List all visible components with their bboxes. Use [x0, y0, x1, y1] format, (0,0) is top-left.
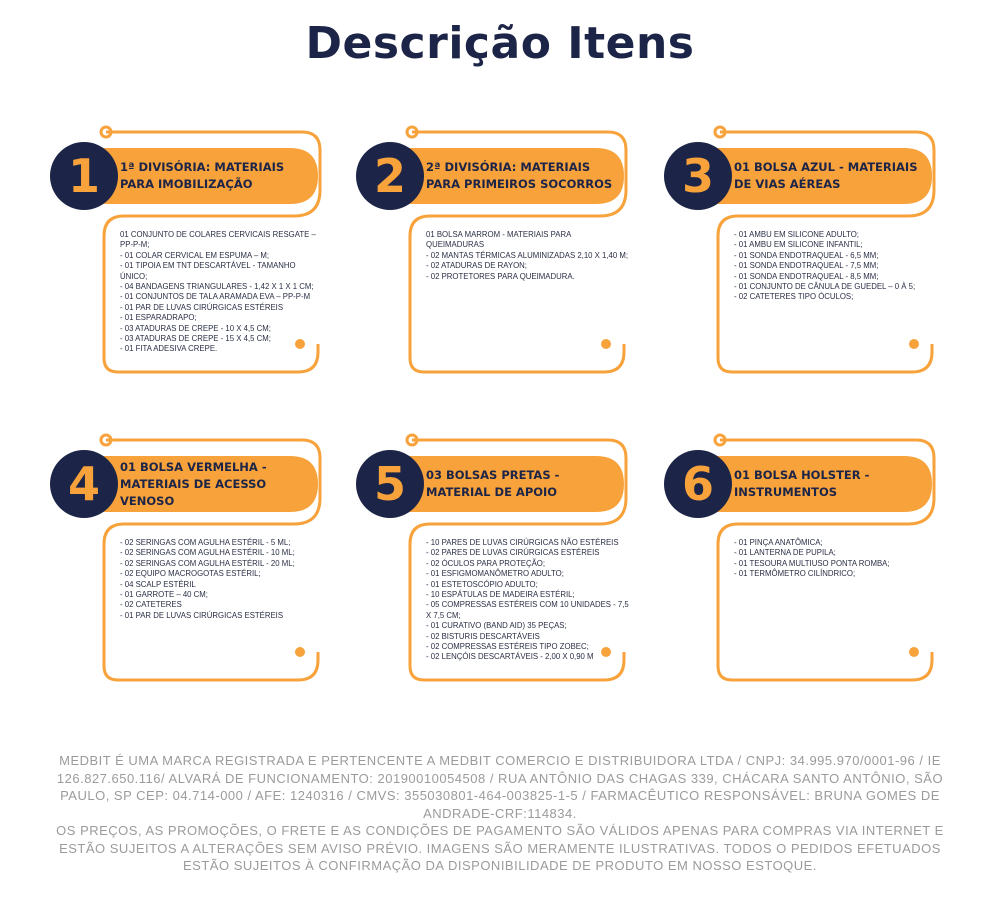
list-item: - 01 FITA ADESIVA CREPE. [120, 344, 218, 354]
list-item: - 01 ESTETOSCÓPIO ADULTO; [426, 579, 538, 589]
list-item: - 01 SONDA ENDOTRAQUEAL - 7,5 MM; [734, 261, 879, 271]
connector-end-dot [601, 339, 611, 349]
list-item: - 02 COMPRESSAS ESTÉREIS TIPO ZOBEC; [426, 642, 589, 652]
list-item: - 02 CATETERES [120, 600, 182, 610]
list-item: - 03 ATADURAS DE CREPE - 15 X 4,5 CM; [120, 334, 271, 344]
list-item: - 02 ATADURAS DE RAYON; [426, 261, 527, 271]
card-item-list [734, 230, 939, 303]
card-title: 2ª DIVISÓRIA: MATERIAIS PARA PRIMEIROS SOCORROS [426, 160, 613, 191]
list-item: - 01 SONDA ENDOTRAQUEAL - 6,5 MM; [734, 250, 879, 260]
card-title: 01 BOLSA AZUL - MATERIAIS DE VIAS AÉREAS [734, 160, 918, 191]
list-item: - 01 SONDA ENDOTRAQUEAL - 8,5 MM; [734, 271, 879, 281]
list-item: - 02 CATETERES TIPO ÓCULOS; [734, 292, 854, 302]
card-item-list [426, 230, 631, 282]
list-item: - 01 TESOURA MULTIUSO PONTA ROMBA; [734, 558, 890, 568]
list-item: - 01 AMBU EM SILICONE ADULTO; [734, 230, 859, 239]
list-item: - 01 TERMÔMETRO CILÍNDRICO; [734, 569, 856, 579]
connector-end-dot [909, 647, 919, 657]
card-number-badge: 4 [50, 450, 118, 518]
card-title: 01 BOLSA VERMELHA - MATERIAIS DE ACESSO VENOSO [120, 459, 267, 508]
card-title: 03 BOLSAS PRETAS - MATERIAL DE APOIO [426, 468, 560, 499]
item-card-1 [50, 120, 360, 380]
connector-end-dot [295, 647, 305, 657]
card-item-list [120, 538, 325, 621]
list-item: - 01 GARROTE – 40 CM; [120, 590, 208, 600]
list-item: - 05 COMPRESSAS ESTÉREIS COM 10 UNIDADES - 7,5 X 7,5 CM; [426, 600, 629, 620]
list-item: - 04 BANDAGENS TRIANGULARES - 1,42 X 1 X 1 CM; [120, 282, 314, 292]
item-card-4 [50, 428, 360, 688]
footer-disclaimer-text: OS PREÇOS, AS PROMOÇÕES, O FRETE E AS CONDIÇÕES DE PAGAMENTO SÃO VÁLIDOS APENAS PARA COMPRAS VIA INTERNET E ESTÃO SUJEITOS A ALTERAÇÕES SEM AVISO PRÉVIO. IMAGENS SÃO MERAMENTE ILUSTRATIVAS. TODOS O PEDIDOS EFETUADOS ESTÃO SUJEITOS À CONFIRMAÇÃO DA DISPONIBILIDADE DE PRODUTO EM NOSSO ESTOQUE. [56, 823, 944, 873]
list-item: - 02 MANTAS TÉRMICAS ALUMINIZADAS 2,10 X 1,40 M; [426, 250, 629, 260]
list-item: - 01 CONJUNTOS DE TALA ARAMADA EVA – PP-P-M [120, 292, 311, 302]
card-title: 01 BOLSA HOLSTER - INSTRUMENTOS [734, 468, 870, 499]
list-item: - 02 SERINGAS COM AGULHA ESTÉRIL - 20 ML; [120, 558, 295, 568]
list-item: - 01 CONJUNTO DE CÂNULA DE GUEDEL – 0 À 5; [734, 282, 916, 292]
list-item: - 01 PAR DE LUVAS CIRÚRGICAS ESTÉREIS [120, 610, 284, 620]
card-number-badge: 1 [50, 142, 118, 210]
list-item: - 01 ESFIGMOMANÔMETRO ADULTO; [426, 569, 564, 579]
list-item: - 02 PARES DE LUVAS CIRÚRGICAS ESTÉREIS [426, 548, 600, 558]
list-item: 01 BOLSA MARROM - MATERIAIS PARA QUEIMADURAS [426, 230, 571, 250]
card-number-badge: 3 [664, 142, 732, 210]
page-title: Descrição Itens [305, 18, 695, 69]
list-item: - 03 ATADURAS DE CREPE - 10 X 4,5 CM; [120, 323, 271, 333]
list-item: - 02 SERINGAS COM AGULHA ESTÉRIL - 5 ML; [120, 538, 291, 547]
list-item: - 01 TIPOIA EM TNT DESCARTÁVEL - TAMANHO ÚNICO; [120, 261, 296, 281]
list-item: - 04 SCALP ESTÉRIL [120, 579, 196, 589]
card-item-list [426, 538, 631, 663]
card-item-list [120, 230, 325, 355]
footer [40, 752, 960, 875]
card-title: 1ª DIVISÓRIA: MATERIAIS PARA IMOBILIZAÇÃO [120, 160, 285, 191]
card-number-badge: 6 [664, 450, 732, 518]
item-card-6 [664, 428, 974, 688]
list-item: - 01 PAR DE LUVAS CIRÚRGICAS ESTÉREIS [120, 302, 284, 312]
list-item: - 10 PARES DE LUVAS CIRÚRGICAS NÃO ESTÉREIS [426, 538, 619, 547]
card-item-list [734, 538, 939, 580]
list-item: - 02 LENÇÓIS DESCARTÁVEIS - 2,00 X 0,90 M [426, 652, 594, 662]
list-item: - 01 ESPARADRAPO; [120, 313, 197, 323]
list-item: - 01 PINÇA ANATÔMICA; [734, 538, 823, 547]
connector-end-dot [909, 339, 919, 349]
footer-legal-text: MEDBIT É UMA MARCA REGISTRADA E PERTENCENTE A MEDBIT COMERCIO E DISTRIBUIDORA LTDA / CNPJ: 34.995.970/0001-96 / IE 126.827.650.116/ ALVARÁ DE FUNCIONAMENTO: 20190010054508 / RUA ANTÔNIO DAS CHAGAS 339, CHÁCARA SANTO ANTÔNIO, SÃO PAULO, SP CEP: 04.714-000 / AFE: 1240316 / CMVS: 355030801-464-003825-1-5 / FARMACÊUTICO RESPONSÁVEL: BRUNA GOMES DE ANDRADE-CRF:114834. [56, 753, 944, 821]
item-card-2 [356, 120, 666, 380]
list-item: - 01 CURATIVO (BAND AID) 35 PEÇAS; [426, 621, 567, 631]
list-item: 01 CONJUNTO DE COLARES CERVICAIS RESGATE – PP-P-M; [120, 230, 316, 250]
list-item: - 01 LANTERNA DE PUPILA; [734, 548, 836, 558]
list-item: - 02 ÓCULOS PARA PROTEÇÃO; [426, 558, 546, 568]
item-card-3 [664, 120, 974, 380]
card-number-badge: 2 [356, 142, 424, 210]
list-item: - 02 PROTETORES PARA QUEIMADURA. [426, 271, 575, 281]
list-item: - 02 BISTURIS DESCARTÁVEIS [426, 631, 540, 641]
list-item: - 02 EQUIPO MACROGOTAS ESTÉRIL; [120, 569, 261, 579]
card-number-badge: 5 [356, 450, 424, 518]
list-item: - 02 SERINGAS COM AGULHA ESTÉRIL - 10 ML; [120, 548, 295, 558]
item-card-5 [356, 428, 666, 688]
list-item: - 01 COLAR CERVICAL EM ESPUMA – M; [120, 250, 270, 260]
list-item: - 01 AMBU EM SILICONE INFANTIL; [734, 240, 863, 250]
list-item: - 10 ESPÁTULAS DE MADEIRA ESTÉRIL; [426, 590, 575, 600]
